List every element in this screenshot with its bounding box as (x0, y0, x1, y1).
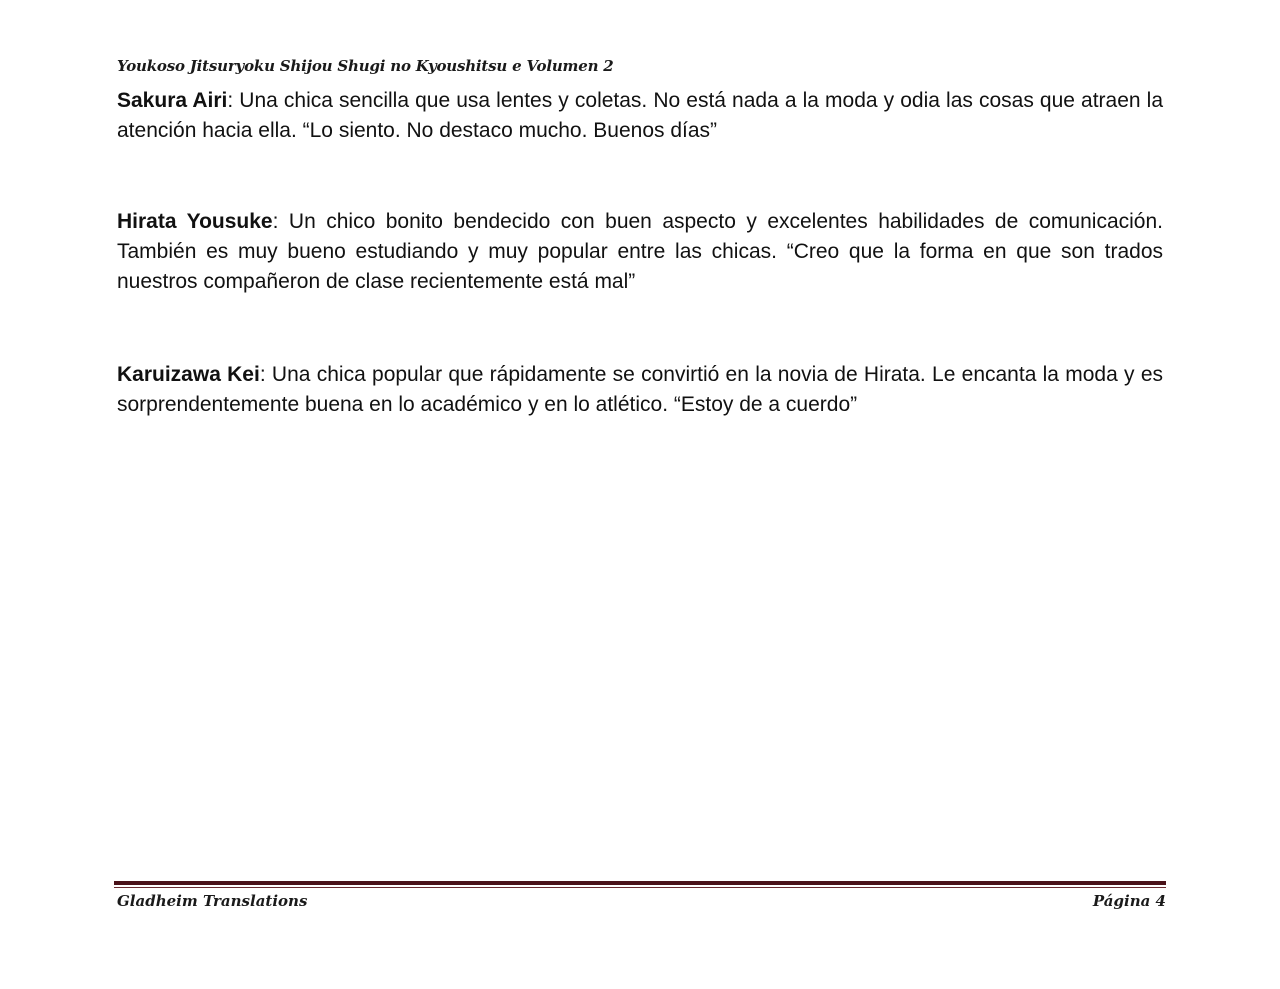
character-entry-karuizawa-kei (117, 360, 1163, 420)
character-entry-hirata-yousuke (117, 207, 1163, 297)
character-name: Sakura Airi (117, 89, 228, 112)
page-header-title: Youkoso Jitsuryoku Shijou Shugi no Kyoushitsu e Volumen 2 (117, 57, 614, 75)
footer-page-number: Página 4 (1092, 892, 1166, 910)
character-entry-sakura-airi (117, 86, 1163, 146)
footer-divider-thin (114, 887, 1166, 888)
character-description: : Una chica sencilla que usa lentes y coletas. No está nada a la moda y odia las cosas que atraen la atención hacia ella. “Lo siento. No destaco mucho. Buenos días” (117, 89, 1163, 142)
character-description: : Una chica popular que rápidamente se convirtió en la novia de Hirata. Le encanta la moda y es sorprendentemente buena en lo académico y en lo atlético. “Estoy de a cuerdo” (117, 363, 1164, 416)
footer-translator-credit: Gladheim Translations (117, 892, 308, 910)
character-name: Karuizawa Kei (117, 363, 260, 386)
footer-divider (114, 881, 1166, 889)
footer-divider-thick (114, 881, 1166, 885)
character-description: : Un chico bonito bendecido con buen aspecto y excelentes habilidades de comunicación. También es muy bueno estudiando y muy popular entre las chicas. “Creo que la forma en que son trados nuestros compañeron de clase recientemente está mal” (117, 210, 1163, 293)
character-name: Hirata Yousuke (117, 210, 273, 233)
